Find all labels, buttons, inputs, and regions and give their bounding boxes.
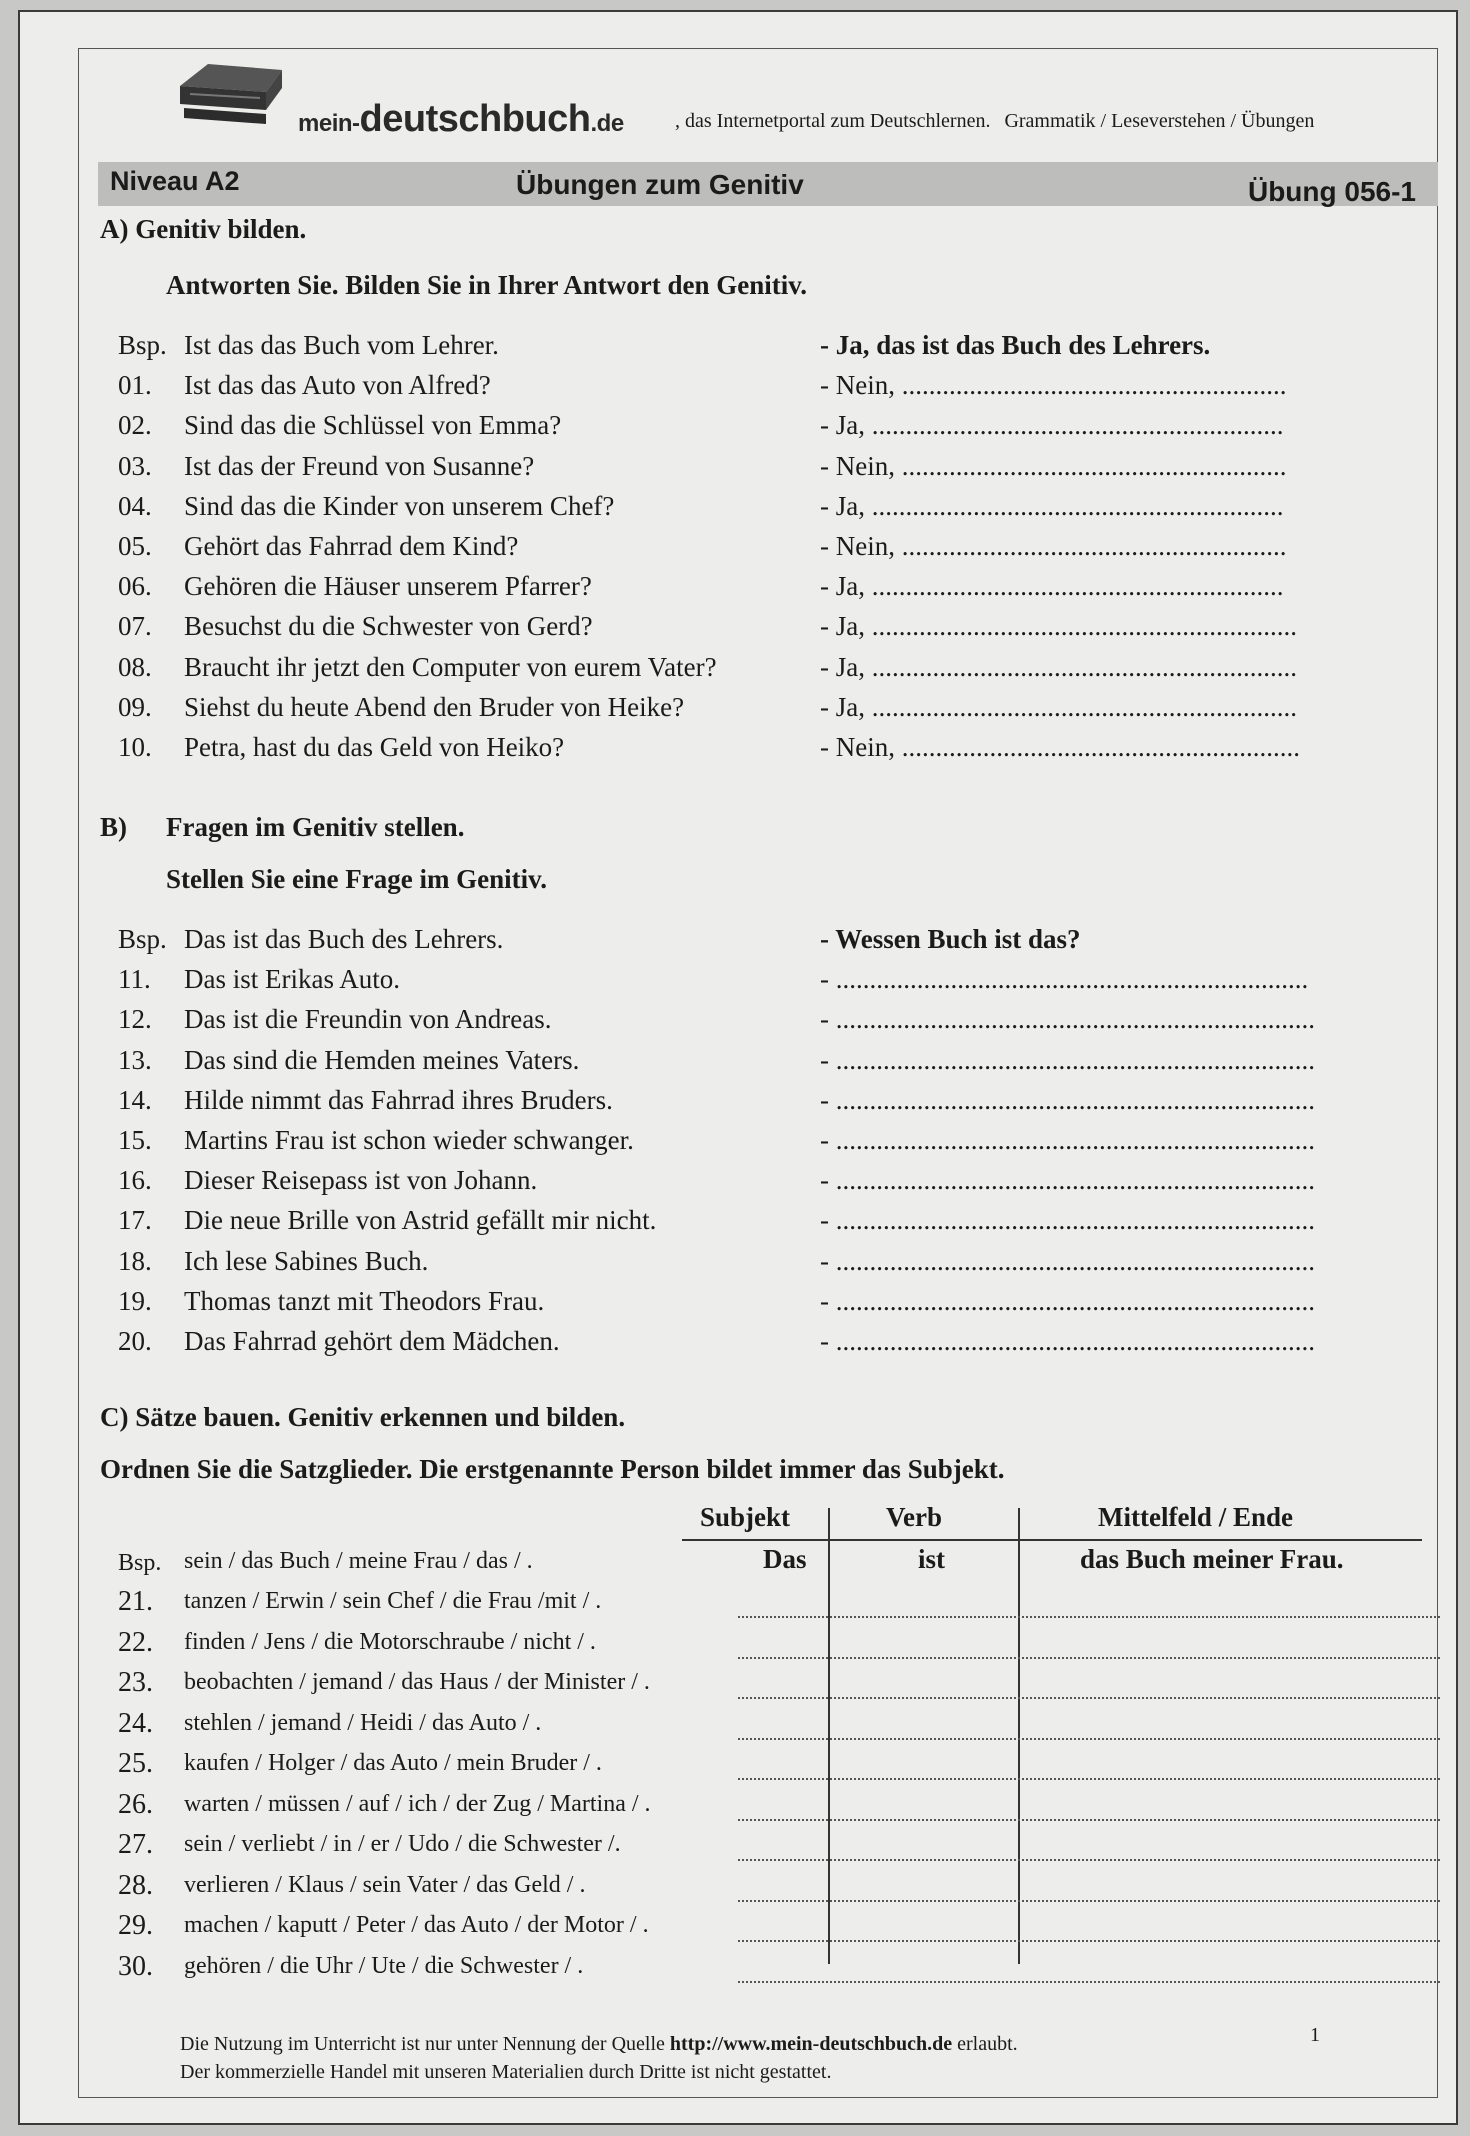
item-number: 18. bbox=[118, 1245, 152, 1276]
item-words: sein / das Buch / meine Frau / das / . bbox=[184, 1548, 533, 1574]
item-number: 17. bbox=[118, 1205, 152, 1236]
item-words: gehören / die Uhr / Ute / die Schwester / . bbox=[184, 1952, 584, 1979]
site-header bbox=[170, 50, 1370, 140]
item-number: 09. bbox=[118, 691, 152, 722]
sentence-row bbox=[118, 1706, 1448, 1746]
site-logo-text bbox=[298, 98, 624, 141]
example-rest: das Buch meiner Frau. bbox=[1080, 1544, 1344, 1574]
sentence-row bbox=[118, 1908, 1448, 1948]
answer-blank[interactable]: - Nein, ......................................................... bbox=[820, 370, 1287, 401]
item-number: 02. bbox=[118, 410, 152, 441]
exercise-row bbox=[118, 652, 1378, 688]
sentence-row bbox=[118, 1949, 1448, 1989]
example-row bbox=[118, 1544, 1448, 1584]
item-number: 07. bbox=[118, 611, 152, 642]
exercise-row bbox=[118, 1165, 1378, 1201]
exercise-row bbox=[118, 1125, 1378, 1161]
footer-line1-post: erlaubt. bbox=[952, 2033, 1018, 2055]
title-bar bbox=[98, 162, 1438, 206]
exercise-row bbox=[118, 491, 1378, 527]
item-number: 29. bbox=[118, 1910, 153, 1941]
item-question: Ich lese Sabines Buch. bbox=[184, 1245, 429, 1276]
footer-line2: Der kommerzielle Handel mit unseren Materialien durch Dritte ist nicht gestattet. bbox=[180, 2061, 832, 2083]
answer-blank[interactable] bbox=[738, 1712, 1440, 1740]
item-number: 05. bbox=[118, 531, 152, 561]
answer-blank[interactable]: - ....................................................................... bbox=[820, 1326, 1315, 1356]
exercise-row bbox=[118, 1205, 1378, 1241]
section-c-heading: C) Sätze bauen. Genitiv erkennen und bilden. bbox=[100, 1402, 626, 1432]
example-verb: ist bbox=[918, 1544, 945, 1574]
item-number: 10. bbox=[118, 732, 152, 762]
item-words: finden / Jens / die Motorschraube / nicht / . bbox=[184, 1628, 596, 1655]
item-number: 25. bbox=[118, 1748, 153, 1779]
answer-blank[interactable]: - ....................................................................... bbox=[820, 1004, 1315, 1035]
sentence-row bbox=[118, 1665, 1448, 1705]
item-number: 26. bbox=[118, 1788, 153, 1820]
item-number: 03. bbox=[118, 450, 152, 481]
item-number: 11. bbox=[118, 964, 151, 995]
item-number: 04. bbox=[118, 490, 152, 521]
item-number: 22. bbox=[118, 1626, 153, 1658]
answer-blank[interactable] bbox=[738, 1793, 1440, 1821]
item-words: verlieren / Klaus / sein Vater / das Geld / . bbox=[184, 1871, 586, 1898]
exercise-row bbox=[118, 1246, 1378, 1282]
site-tagline bbox=[675, 110, 1314, 133]
section-b-letter: B) bbox=[100, 812, 127, 842]
item-number: 13. bbox=[118, 1044, 152, 1075]
answer-blank[interactable]: - ....................................................................... bbox=[820, 1165, 1315, 1196]
item-question: Martins Frau ist schon wieder schwanger. bbox=[184, 1125, 634, 1155]
item-question: Gehört das Fahrrad dem Kind? bbox=[184, 531, 519, 561]
example-subject: Das bbox=[763, 1544, 807, 1574]
item-number: 23. bbox=[118, 1667, 153, 1698]
topic-nav: Grammatik / Leseverstehen / Übungen bbox=[1004, 110, 1315, 132]
item-question: Das ist die Freundin von Andreas. bbox=[184, 1004, 552, 1035]
item-words: sein / verliebt / in / er / Udo / die Schwester /. bbox=[184, 1831, 621, 1857]
answer-blank[interactable] bbox=[738, 1671, 1440, 1699]
answer-blank[interactable]: - ....................................................................... bbox=[820, 1245, 1315, 1276]
sentence-row bbox=[118, 1827, 1448, 1867]
answer-blank[interactable]: - ...................................................................... bbox=[820, 964, 1309, 995]
page-number: 1 bbox=[1310, 2024, 1320, 2046]
item-question: Das Fahrrad gehört dem Mädchen. bbox=[184, 1326, 560, 1356]
col-subject-header: Subjekt bbox=[700, 1502, 791, 1532]
answer-blank[interactable]: - Ja, ............................................................. bbox=[820, 490, 1284, 521]
sentence-row bbox=[118, 1787, 1448, 1827]
table-header-rule bbox=[682, 1539, 1422, 1541]
item-question: Ist das das Buch vom Lehrer. bbox=[184, 330, 499, 360]
item-question: Das ist Erikas Auto. bbox=[184, 964, 400, 995]
answer-blank[interactable]: - ....................................................................... bbox=[820, 1084, 1315, 1115]
exercise-row bbox=[118, 1045, 1378, 1081]
item-number: 06. bbox=[118, 571, 152, 602]
item-number: 14. bbox=[118, 1084, 152, 1115]
answer-blank[interactable] bbox=[738, 1914, 1440, 1942]
item-words: kaufen / Holger / das Auto / mein Bruder / . bbox=[184, 1750, 602, 1776]
footer-notice bbox=[180, 2030, 1018, 2086]
brand-name: deutschbuch bbox=[359, 98, 591, 140]
footer-url: http://www.mein-deutschbuch.de bbox=[669, 2033, 953, 2055]
exercise-row bbox=[118, 571, 1378, 607]
answer-blank[interactable] bbox=[738, 1590, 1440, 1618]
answer-blank[interactable] bbox=[738, 1874, 1440, 1902]
answer-blank[interactable]: - Ja, ............................................................... bbox=[820, 651, 1297, 682]
item-question: Ist das der Freund von Susanne? bbox=[184, 450, 535, 481]
page-title: Übungen zum Genitiv bbox=[516, 169, 804, 200]
item-number: 08. bbox=[118, 651, 152, 682]
answer-blank[interactable]: - Ja, ............................................................. bbox=[820, 410, 1284, 441]
item-number: Bsp. bbox=[118, 1550, 162, 1576]
answer-blank[interactable] bbox=[738, 1752, 1440, 1780]
exercise-row bbox=[118, 1326, 1378, 1362]
answer-blank[interactable]: - Nein, ......................................................... bbox=[820, 531, 1287, 561]
item-question: Braucht ihr jetzt den Computer von eurem Vater? bbox=[184, 651, 717, 682]
answer-blank[interactable]: - Ja, ............................................................. bbox=[820, 571, 1284, 602]
footer-line1-pre: Die Nutzung im Unterricht ist nur unter Nennung der Quelle bbox=[180, 2033, 670, 2055]
item-question: Gehören die Häuser unserem Pfarrer? bbox=[184, 571, 592, 602]
answer-blank[interactable]: - ....................................................................... bbox=[820, 1044, 1315, 1075]
exercise-row bbox=[118, 611, 1378, 647]
item-number: 30. bbox=[118, 1950, 153, 1982]
worksheet-page bbox=[18, 10, 1458, 2125]
item-number: 28. bbox=[118, 1869, 153, 1901]
item-question: Thomas tanzt mit Theodors Frau. bbox=[184, 1285, 545, 1316]
exercise-row bbox=[118, 451, 1378, 487]
exercise-number: Übung 056-1 bbox=[1247, 176, 1416, 207]
example-row bbox=[118, 924, 1378, 960]
exercise-row bbox=[118, 531, 1378, 567]
section-a-heading: A) Genitiv bilden. bbox=[100, 214, 307, 244]
item-question: Das sind die Hemden meines Vaters. bbox=[184, 1044, 580, 1075]
item-words: warten / müssen / auf / ich / der Zug / Martina / . bbox=[184, 1790, 651, 1817]
item-number: 20. bbox=[118, 1326, 152, 1356]
item-number: 15. bbox=[118, 1125, 152, 1155]
item-question: Besuchst du die Schwester von Gerd? bbox=[184, 611, 593, 642]
exercise-row bbox=[118, 732, 1378, 768]
item-number: 24. bbox=[118, 1707, 153, 1739]
item-question: Ist das das Auto von Alfred? bbox=[184, 370, 491, 401]
answer-blank[interactable]: - Ja, ............................................................... bbox=[820, 611, 1297, 642]
exercise-row bbox=[118, 410, 1378, 446]
example-row bbox=[118, 330, 1378, 366]
item-number: 12. bbox=[118, 1004, 152, 1035]
item-question: Sind das die Schlüssel von Emma? bbox=[184, 410, 562, 441]
item-number: Bsp. bbox=[118, 924, 167, 954]
answer-blank[interactable]: - Nein, ......................................................... bbox=[820, 450, 1287, 481]
answer-blank[interactable]: - Ja, ............................................................... bbox=[820, 691, 1297, 722]
level-label: Niveau A2 bbox=[110, 166, 240, 196]
item-question: Das ist das Buch des Lehrers. bbox=[184, 924, 504, 954]
exercise-row bbox=[118, 1286, 1378, 1322]
item-number: 21. bbox=[118, 1586, 153, 1617]
brand-prefix: mein- bbox=[298, 110, 360, 137]
exercise-row bbox=[118, 370, 1378, 406]
exercise-row bbox=[118, 692, 1378, 728]
exercise-row bbox=[118, 1085, 1378, 1121]
answer-blank[interactable]: - ....................................................................... bbox=[820, 1125, 1315, 1155]
answer-blank[interactable]: - ....................................................................... bbox=[820, 1205, 1315, 1236]
item-number: Bsp. bbox=[118, 330, 167, 360]
sentence-row bbox=[118, 1584, 1448, 1624]
answer-blank[interactable]: - Nein, ........................................................... bbox=[820, 732, 1300, 762]
answer-blank[interactable]: - ....................................................................... bbox=[820, 1285, 1315, 1316]
item-question: Sind das die Kinder von unserem Chef? bbox=[184, 490, 615, 521]
section-b-heading: Fragen im Genitiv stellen. bbox=[166, 812, 465, 842]
item-number: 19. bbox=[118, 1285, 152, 1316]
section-c-instruction: Ordnen Sie die Satzglieder. Die erstgenannte Person bildet immer das Subjekt. bbox=[100, 1454, 1005, 1484]
answer-blank[interactable] bbox=[738, 1631, 1440, 1659]
item-question: Siehst du heute Abend den Bruder von Heike? bbox=[184, 691, 685, 722]
item-question: Dieser Reisepass ist von Johann. bbox=[184, 1165, 538, 1196]
book-stack-icon bbox=[170, 58, 290, 128]
item-question: Hilde nimmt das Fahrrad ihres Bruders. bbox=[184, 1084, 613, 1115]
col-rest-header: Mittelfeld / Ende bbox=[1098, 1502, 1293, 1532]
item-number: 27. bbox=[118, 1829, 153, 1860]
tagline-text: , das Internetportal zum Deutschlernen. bbox=[675, 110, 991, 132]
section-a-instruction: Antworten Sie. Bilden Sie in Ihrer Antwort den Genitiv. bbox=[166, 270, 808, 300]
example-answer: - Ja, das ist das Buch des Lehrers. bbox=[820, 330, 1211, 360]
sentence-row bbox=[118, 1625, 1448, 1665]
answer-blank[interactable] bbox=[738, 1955, 1440, 1983]
item-number: 16. bbox=[118, 1165, 152, 1196]
item-question: Die neue Brille von Astrid gefällt mir nicht. bbox=[184, 1205, 657, 1236]
item-number: 01. bbox=[118, 370, 152, 401]
col-verb-header: Verb bbox=[886, 1502, 943, 1532]
item-words: machen / kaputt / Peter / das Auto / der Motor / . bbox=[184, 1912, 649, 1938]
sentence-row bbox=[118, 1746, 1448, 1786]
item-words: tanzen / Erwin / sein Chef / die Frau /mit / . bbox=[184, 1588, 602, 1614]
item-question: Petra, hast du das Geld von Heiko? bbox=[184, 732, 565, 762]
example-answer: - Wessen Buch ist das? bbox=[820, 924, 1081, 954]
section-b-instruction: Stellen Sie eine Frage im Genitiv. bbox=[166, 864, 547, 894]
exercise-row bbox=[118, 1004, 1378, 1040]
exercise-row bbox=[118, 964, 1378, 1000]
answer-blank[interactable] bbox=[738, 1833, 1440, 1861]
sentence-row bbox=[118, 1868, 1448, 1908]
item-words: beobachten / jemand / das Haus / der Minister / . bbox=[184, 1669, 650, 1695]
brand-suffix: .de bbox=[590, 110, 624, 137]
item-words: stehlen / jemand / Heidi / das Auto / . bbox=[184, 1709, 542, 1736]
